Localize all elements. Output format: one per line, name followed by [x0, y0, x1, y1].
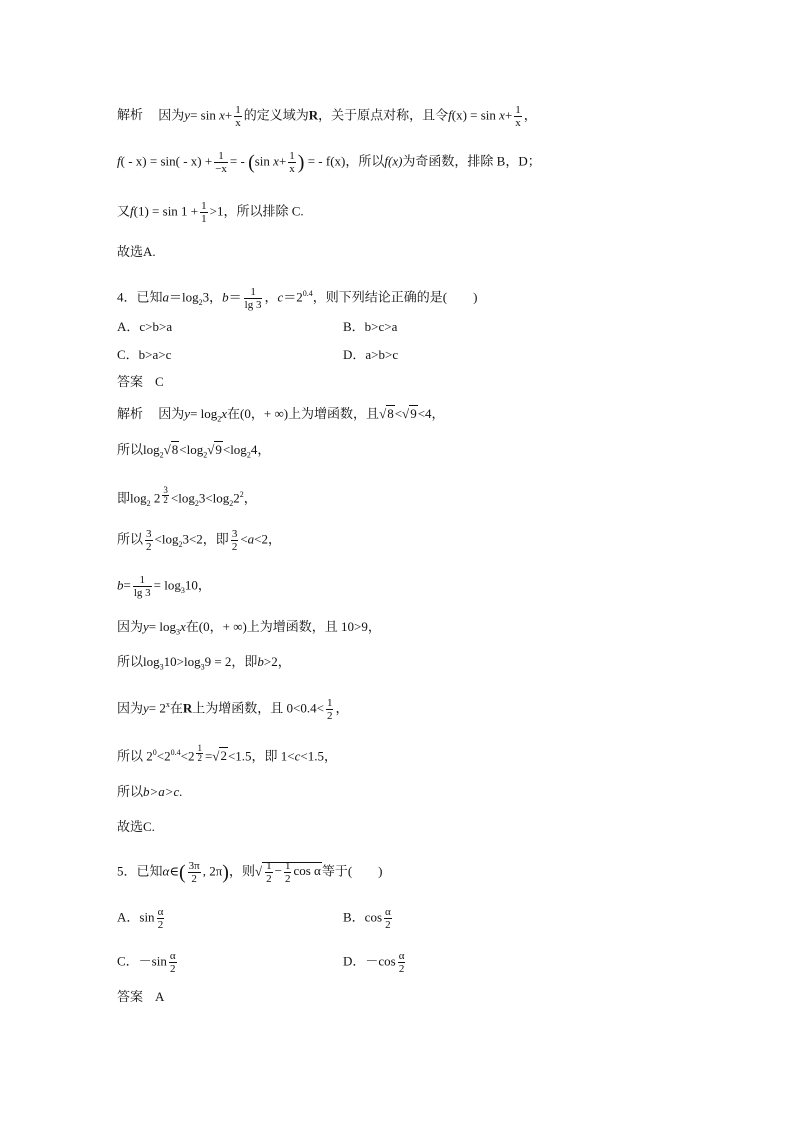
text: 2: [153, 490, 161, 506]
left-paren: (: [178, 861, 186, 884]
text: = log: [148, 619, 176, 634]
superscript: 0.4: [302, 289, 313, 298]
text: 所以log: [117, 442, 160, 457]
text: >2，: [263, 654, 291, 669]
var: b>a>c.: [143, 784, 183, 799]
text: <: [394, 406, 403, 421]
subscript: 3: [159, 662, 164, 672]
analysis-label: 解析: [117, 406, 144, 421]
text: 4．已知: [117, 289, 163, 305]
text: 因为: [158, 107, 185, 123]
text: 10，: [184, 577, 211, 593]
var: f: [130, 203, 134, 219]
q4-solution-line-10: [117, 783, 183, 801]
text: C．－sin: [117, 953, 167, 969]
fraction: $\frac{1}{\lg 3}$: [244, 285, 262, 311]
answer-value: C: [155, 374, 164, 389]
text: +: [278, 153, 287, 169]
text: (x) = sin: [451, 107, 496, 123]
text: = log: [153, 577, 181, 593]
q4-option-d: D．a>b>c: [343, 347, 399, 362]
fraction: $\frac{3}{2}$: [231, 528, 238, 553]
text: 2π: [209, 863, 223, 879]
text: <2: [156, 748, 171, 764]
q4-solution-line-9: 所以 $2^0<2^{0.4}<2$ $\frac{1}{2}$ =√2<1.5，即 1<c<1.5，: [117, 743, 337, 764]
text: ，: [264, 289, 278, 305]
fraction: $\frac{3}{2}$: [146, 528, 152, 553]
q3-analysis-line-2: [117, 150, 541, 175]
analysis-label: 解析: [117, 107, 144, 123]
var: b: [257, 654, 264, 669]
text: cos α: [293, 863, 321, 879]
text: = - f(x)，所以: [307, 153, 385, 169]
right-paren: ): [222, 861, 229, 884]
text: 2: [233, 490, 240, 506]
text: B．cos: [343, 909, 383, 925]
q4-solution-line-4: [117, 528, 281, 554]
subscript: 2: [146, 498, 151, 508]
var: x: [273, 153, 279, 169]
fraction: $\frac{\alpha}{2}$: [157, 906, 164, 931]
var: α∈: [162, 863, 179, 879]
left-paren: (: [248, 151, 255, 174]
fraction: $\frac{\alpha}{2}$: [385, 906, 391, 931]
q3-analysis-line-3: [117, 200, 304, 225]
q4-option-a: A．c>b>a: [117, 319, 173, 334]
text: 所以log: [117, 654, 160, 669]
fraction: $\frac{3\pi}{2}$: [188, 860, 200, 885]
set-R: R: [308, 107, 319, 123]
fraction: $\frac{\alpha}{2}$: [169, 950, 176, 975]
fraction: $\frac{1}{\lg 3}$: [133, 574, 151, 599]
text: 10>log: [163, 654, 201, 669]
radicand: 9: [215, 442, 222, 457]
text: <: [240, 531, 248, 547]
var: y: [184, 107, 191, 123]
var: a: [162, 289, 170, 305]
text: 的定义域为: [243, 107, 309, 123]
answer-label: 答案: [117, 989, 144, 1004]
radicand: 8: [171, 442, 179, 457]
radicand: 2: [220, 748, 227, 764]
var: b: [117, 577, 124, 593]
text: <2，: [254, 531, 281, 547]
text: 因为: [158, 406, 185, 421]
fraction: $\frac{\alpha}{2}$: [398, 950, 405, 975]
text: <log: [222, 442, 247, 457]
superscript: 0.4: [170, 748, 181, 757]
right-paren: ): [297, 151, 305, 174]
subscript: 3: [200, 662, 205, 672]
q4-solution-line-8: [117, 696, 348, 722]
text: <1.5，即 1<: [227, 748, 295, 764]
exponent-fraction: $\frac{1}{2}$: [197, 743, 202, 763]
text: <2: [180, 748, 195, 764]
subscript: 3: [176, 627, 180, 637]
text: 3，: [202, 289, 223, 305]
var: y: [143, 700, 149, 716]
radicand: $\frac{1}{2}$ − $\frac{1}{2}$ cos α: [262, 862, 322, 878]
var: c: [294, 748, 301, 764]
text: 在(0，+ ∞)上为增函数，且: [227, 406, 380, 421]
text: ( - x) = sin( - x) +: [120, 153, 213, 169]
text: 上为增函数，且 0<0.4<: [192, 700, 324, 716]
text: = 2: [148, 700, 166, 716]
subscript: 2: [229, 498, 234, 508]
q5-option-c: [117, 950, 179, 975]
text: 等于( ): [321, 863, 383, 879]
subscript: 3: [180, 586, 185, 596]
text: ，: [243, 490, 257, 506]
text: 因为: [117, 619, 144, 634]
subscript: 2: [159, 450, 164, 460]
text: = -: [229, 153, 245, 169]
text: ，: [523, 107, 537, 123]
text: ，关于原点对称，且令: [318, 107, 449, 123]
text: 又: [117, 203, 131, 219]
text: ，则下列结论正确的是( ): [312, 289, 478, 305]
superscript: 2: [239, 490, 244, 499]
text: D．－cos: [343, 953, 396, 969]
q4-answer: [117, 373, 164, 391]
q4-solution-line-5: [117, 574, 211, 600]
text: <log: [179, 442, 204, 457]
text: 3<log: [198, 490, 230, 506]
fraction: $\frac{1}{2}$: [326, 696, 333, 722]
text: 3<2，即: [182, 531, 229, 547]
text: <log: [154, 531, 179, 547]
q4-solution-line-1: 解析 因为$y= \log_2x$在(0，+ ∞)上为增函数，且√8<√9<4，: [117, 406, 445, 424]
var: f(x): [384, 153, 403, 169]
q5-option-b: [343, 906, 394, 931]
var: b: [222, 289, 229, 305]
text: =: [204, 748, 213, 764]
var: y: [143, 619, 149, 634]
subscript: 2: [194, 498, 199, 508]
fraction: $\frac{1}{2}$: [284, 860, 291, 885]
answer-value: A: [155, 989, 165, 1004]
radicand: 9: [410, 406, 417, 421]
text: +: [504, 107, 513, 123]
q3-analysis-line-1: [117, 104, 537, 129]
text: +: [224, 107, 233, 123]
var: x: [499, 107, 505, 123]
text: 4，: [250, 442, 271, 457]
var: y: [184, 406, 191, 421]
text: <1.5，: [300, 748, 337, 764]
text: = sin: [190, 107, 216, 123]
q4-solution-line-3: [117, 486, 257, 513]
text: ＝log: [169, 289, 199, 305]
set-R: R: [182, 700, 193, 716]
superscript: 0: [152, 748, 157, 757]
superscript: x: [165, 700, 170, 709]
text: ＝2: [283, 289, 303, 305]
text: 5．已知: [117, 863, 163, 879]
q5-stem: 5．已知α∈( $\frac{3\pi}{2}$ , 2π)，则√ $\frac{1}{2}$ − $\frac{1}{2}$ cos α等于( ): [117, 860, 383, 885]
text: =: [123, 577, 131, 593]
text: ，: [335, 700, 349, 716]
text: 在: [169, 700, 183, 716]
var: x: [219, 107, 225, 123]
text: 9 = 2，即: [204, 654, 258, 669]
text: = log: [190, 406, 218, 421]
var: f: [117, 153, 121, 169]
q4-solution-line-6: [117, 618, 381, 642]
q4-option-b: B．b>c>a: [343, 319, 398, 334]
subscript: 2: [203, 450, 208, 460]
fraction: $\frac{1}{2}$: [266, 860, 272, 885]
subscript: 2: [198, 297, 203, 307]
fraction: $\frac{1}{x}$: [515, 104, 521, 129]
subscript: 2: [246, 450, 251, 460]
text: ，则: [228, 863, 255, 879]
q4-option-c: C．b>a>c: [117, 347, 172, 362]
text: (1) = sin 1 +: [133, 203, 199, 219]
text: sin: [254, 153, 270, 169]
subscript: 2: [178, 540, 183, 550]
text: 所以: [117, 784, 144, 799]
var: c: [277, 289, 284, 305]
text: <4，: [417, 406, 445, 421]
text: 所以 2: [117, 748, 153, 764]
q4-solution-line-7: [117, 653, 291, 677]
q4-conclusion: 故选C.: [117, 819, 155, 834]
q5-answer: [117, 988, 164, 1006]
fraction: $\frac{1}{x}$: [289, 150, 295, 175]
var: a: [247, 531, 255, 547]
text: A．sin: [117, 909, 155, 925]
answer-label: 答案: [117, 374, 144, 389]
var: x: [180, 619, 186, 634]
q3-conclusion: 故选A.: [117, 244, 156, 259]
q4-solution-line-2: 所以$\log_2√8<\log_2√9<\log_24$，: [117, 442, 271, 460]
fraction: $\frac{1}{1}$: [201, 200, 207, 225]
text: 在(0，+ ∞)上为增函数，且 10>9，: [185, 619, 381, 634]
radicand: 8: [387, 406, 394, 421]
text: 因为: [117, 700, 144, 716]
text: <log: [170, 490, 195, 506]
text: 即log: [117, 490, 147, 506]
text: >1，所以排除 C.: [209, 203, 304, 219]
q4-stem: [117, 285, 477, 312]
subscript: 2: [217, 414, 222, 424]
fraction: $\frac{1}{x}$: [235, 104, 241, 129]
text: ＝: [228, 289, 242, 305]
text: 为奇函数，排除 B，D；: [402, 153, 541, 169]
text: 所以: [117, 531, 144, 547]
q5-option-a: [117, 906, 166, 931]
exponent-fraction: $\frac{3}{2}$: [163, 485, 168, 505]
fraction: $\frac{1}{-x}$: [215, 150, 227, 175]
q5-option-d: [343, 950, 407, 975]
var: x: [221, 406, 228, 421]
var: f: [448, 107, 452, 123]
